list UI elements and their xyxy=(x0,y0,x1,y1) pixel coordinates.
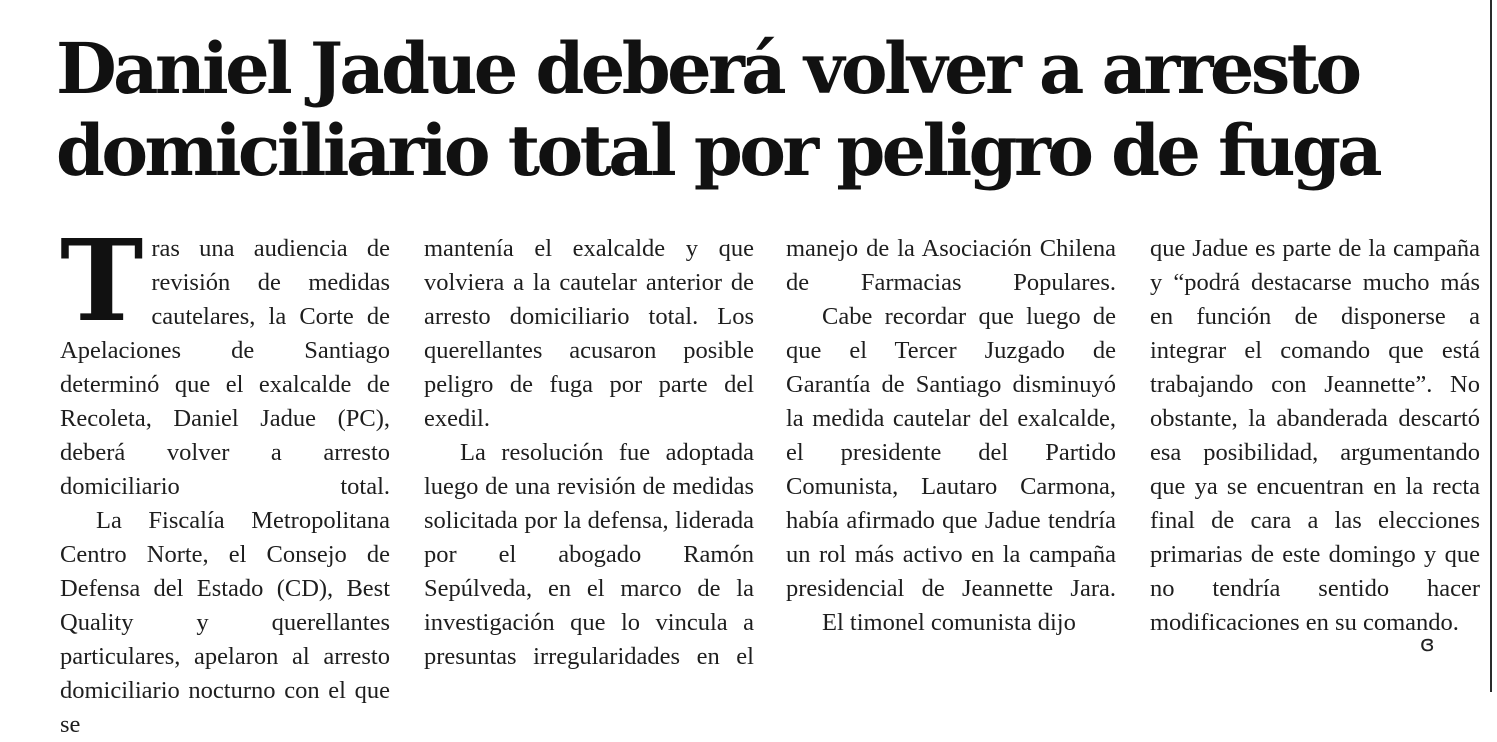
paragraph-text: ras una audiencia de revisión de medidas cautelares, la Corte de Apelaciones de Santiago determinó que el exalcalde de Recoleta, Daniel Jadue (PC), deberá volver a arresto domiciliario total. xyxy=(60,235,390,500)
paragraph: mantenía el exalcalde y que volviera a la cautelar anterior de arresto domiciliario total. Los querellantes acusaron posible peligro de fuga por parte del exedil. xyxy=(424,235,754,432)
end-of-article-icon: ɞ xyxy=(1420,632,1435,657)
headline-line-1: Daniel Jadue deberá volver a arresto xyxy=(56,27,1359,110)
paragraph: que Jadue es parte de la campaña y “podrá destacarse mucho más en función de disponerse a integrar el comando que está trabajando con Jeannette”. No obstante, la abanderada descartó esa posibilidad, argumentando que ya se encuentran en la recta final de cara a las elecciones primarias de este domingo y que no tendría sentido hacer modificaciones en su comando. xyxy=(1150,235,1480,636)
paragraph: La Fiscalía Metropolitana Centro Norte, el Consejo de Defensa del Estado (CD), Best Quality y querellantes particulares, apelaron al arresto domiciliario nocturno con el que se xyxy=(60,507,390,738)
text-column-1 xyxy=(60,216,390,742)
paragraph: manejo de la Asociación Chilena de Farmacias Populares. xyxy=(786,235,1116,296)
paragraph: El timonel comunista dijo xyxy=(822,609,1076,636)
paragraph: La resolución fue adoptada luego de una revisión de medidas solicitada por la defensa, liderada por el abogado Ramón Sepúlveda, en el marco de la investigación que lo vincula a presuntas irregularidades en el xyxy=(424,439,754,670)
page-edge-divider xyxy=(1490,0,1492,692)
headline-line-2: domiciliario total por peligro de fuga xyxy=(56,109,1380,192)
headline xyxy=(56,28,1476,192)
text-column-3 xyxy=(786,232,1116,640)
paragraph xyxy=(60,216,390,504)
text-column-4 xyxy=(1150,232,1480,640)
text-column-2 xyxy=(424,232,754,674)
paragraph: Cabe recordar que luego de que el Tercer Juzgado de Garantía de Santiago disminuyó la medida cautelar del exalcalde, el presidente del Partido Comunista, Lautaro Carmona, había afirmado que Jadue tendría un rol más activo en la campaña presidencial de Jeannette Jara. xyxy=(786,303,1116,602)
drop-cap: T xyxy=(60,216,144,347)
